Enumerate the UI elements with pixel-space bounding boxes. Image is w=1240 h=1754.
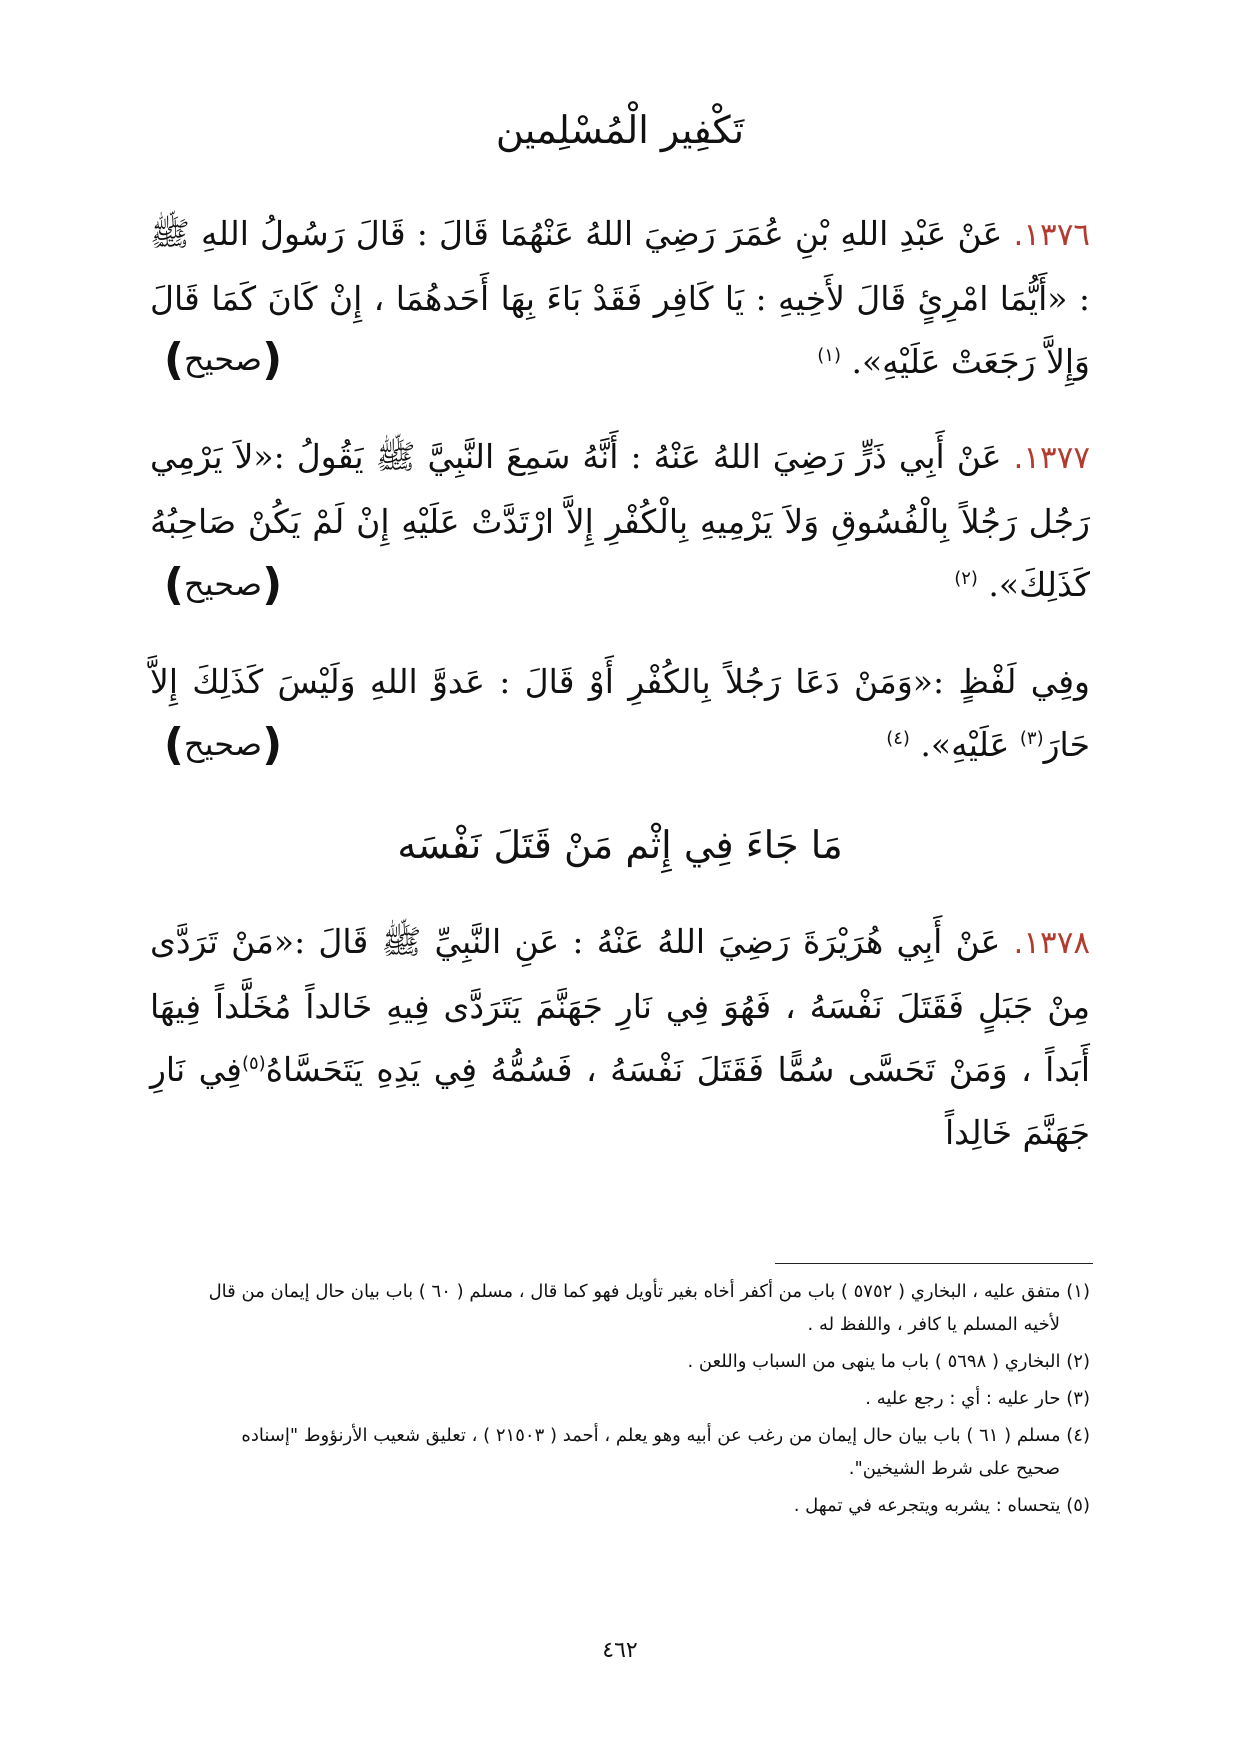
footnote-text: البخاري ( ٥٦٩٨ ) باب ما ينهى من السباب واللعن . [687, 1351, 1061, 1372]
section-title-suicide: مَا جَاءَ فِي إِثْم مَنْ قَتَلَ نَفْسَه [397, 823, 843, 867]
hadith-text: عَنْ أَبِي هُرَيْرَةَ رَضِيَ اللهُ عَنْهُ : عَنِ النَّبِيِّ ﷺ قَالَ :«مَنْ تَرَدَّى مِنْ جَبَلٍ فَقَتَلَ نَفْسَهُ ، فَهُوَ فِي نَارِ جَهَنَّمَ يَتَرَدَّى فِيهِ خَالداً مُخَلَّداً فِيهَا أَبَداً ، وَمَنْ تَحَسَّى سُمًّا فَقَتَلَ نَفْسَهُ ، فَسُمُّهُ فِي يَدِهِ يَتَحَسَّاهُ [150, 922, 1090, 1089]
grade-badge: (صحيح) [163, 559, 283, 610]
footnote-label: (٤) [1066, 1425, 1090, 1446]
hadith-number: ١٣٧٧. [1013, 440, 1090, 476]
footnote-ref: (١) [817, 345, 841, 366]
section-title-takfir: تَكْفِير الْمُسْلِمين [495, 108, 745, 152]
footnote-text: مسلم ( ٦١ ) باب بيان حال إيمان من رغب عن أبيه وهو يعلم ، أحمد ( ٢١٥٠٣ ) ، تعليق شعيب الأرنؤوط "إسناده [241, 1425, 1061, 1446]
hadith-text: عَنْ عَبْدِ اللهِ بْنِ عُمَرَ رَضِيَ اللهُ عَنْهُمَا قَالَ : قَالَ رَسُولُ اللهِ ﷺ : «أَيُّمَا امْرِئٍ قَالَ لأَخِيهِ : يَا كَافِر فَقَدْ بَاءَ بِهَا أَحَدهُمَا ، إِنْ كَانَ كَمَا قَالَ وَإِلاَّ رَجَعَتْ عَلَيْهِ». [150, 214, 1090, 381]
grade-badge: (صحيح) [163, 719, 283, 770]
footnote-text: حار عليه : أي : رجع عليه . [865, 1388, 1061, 1409]
footnote-label: (١) [1066, 1281, 1090, 1302]
footnote-text-cont: صحيح على شرط الشيخين". [848, 1458, 1060, 1479]
footnote-text: متفق عليه ، البخاري ( ٥٧٥٢ ) باب من أكفر أخاه بغير تأويل فهو كما قال ، مسلم ( ٦٠ ) باب بيان حال إيمان من قال [208, 1281, 1061, 1302]
grade-label: صحيح [183, 725, 263, 763]
footnote-label: (٥) [1066, 1495, 1090, 1516]
footnote-3 [150, 1382, 1090, 1415]
footnote-ref: (٥) [241, 1053, 266, 1074]
grade-badge: (صحيح) [163, 334, 283, 385]
grade-label: صحيح [183, 565, 263, 603]
hadith-number: ١٣٧٦. [1013, 217, 1090, 253]
hadith-text: عَنْ أَبِي ذَرٍّ رَضِيَ اللهُ عَنْهُ : أَنَّهُ سَمِعَ النَّبِيَّ ﷺ يَقُولُ :«لاَ يَرْمِي رَجُل رَجُلاً بِالْفُسُوقِ وَلاَ يَرْمِيهِ بِالْكُفْرِ إِلاَّ ارْتَدَّتْ عَلَيْهِ إِنْ لَمْ يَكُنْ صَاحِبُهُ كَذَلِكَ». [150, 437, 1090, 604]
footnote-4 [150, 1419, 1090, 1485]
variant-text: وفِي لَفْظٍ :«وَمَنْ دَعَا رَجُلاً بِالكُفْرِ أَوْ قَالَ : عَدوَّ اللهِ وَلَيْسَ كَذَلِكَ إِلاَّ حَارَ [150, 662, 1090, 764]
footnote-ref: (٢) [954, 568, 978, 589]
hadith-number: ١٣٧٨. [1013, 925, 1091, 961]
footnote-ref: (٣) [1019, 728, 1044, 749]
footnote-2 [150, 1345, 1090, 1378]
footnote-ref: (٤) [886, 728, 910, 749]
variant-text-end: عَلَيْهِ». [920, 725, 1010, 764]
footnote-text: يتحساه : يشربه ويتجرعه في تمهل . [793, 1495, 1061, 1516]
footnote-divider [775, 1263, 1093, 1264]
footnote-label: (٢) [1066, 1351, 1090, 1372]
footnote-1 [150, 1275, 1090, 1341]
page-number: ٤٦٢ [602, 1638, 638, 1663]
footnote-label: (٣) [1066, 1388, 1090, 1409]
footnote-5 [150, 1489, 1090, 1522]
footnotes [150, 1275, 1090, 1526]
hadith-1378 [150, 910, 1090, 1164]
hadith-text-end: فِي نَارِ جَهَنَّمَ خَالِداً [150, 1050, 1090, 1152]
footnote-text-cont: لأخيه المسلم يا كافر ، واللفظ له . [807, 1314, 1060, 1335]
grade-label: صحيح [183, 340, 263, 378]
